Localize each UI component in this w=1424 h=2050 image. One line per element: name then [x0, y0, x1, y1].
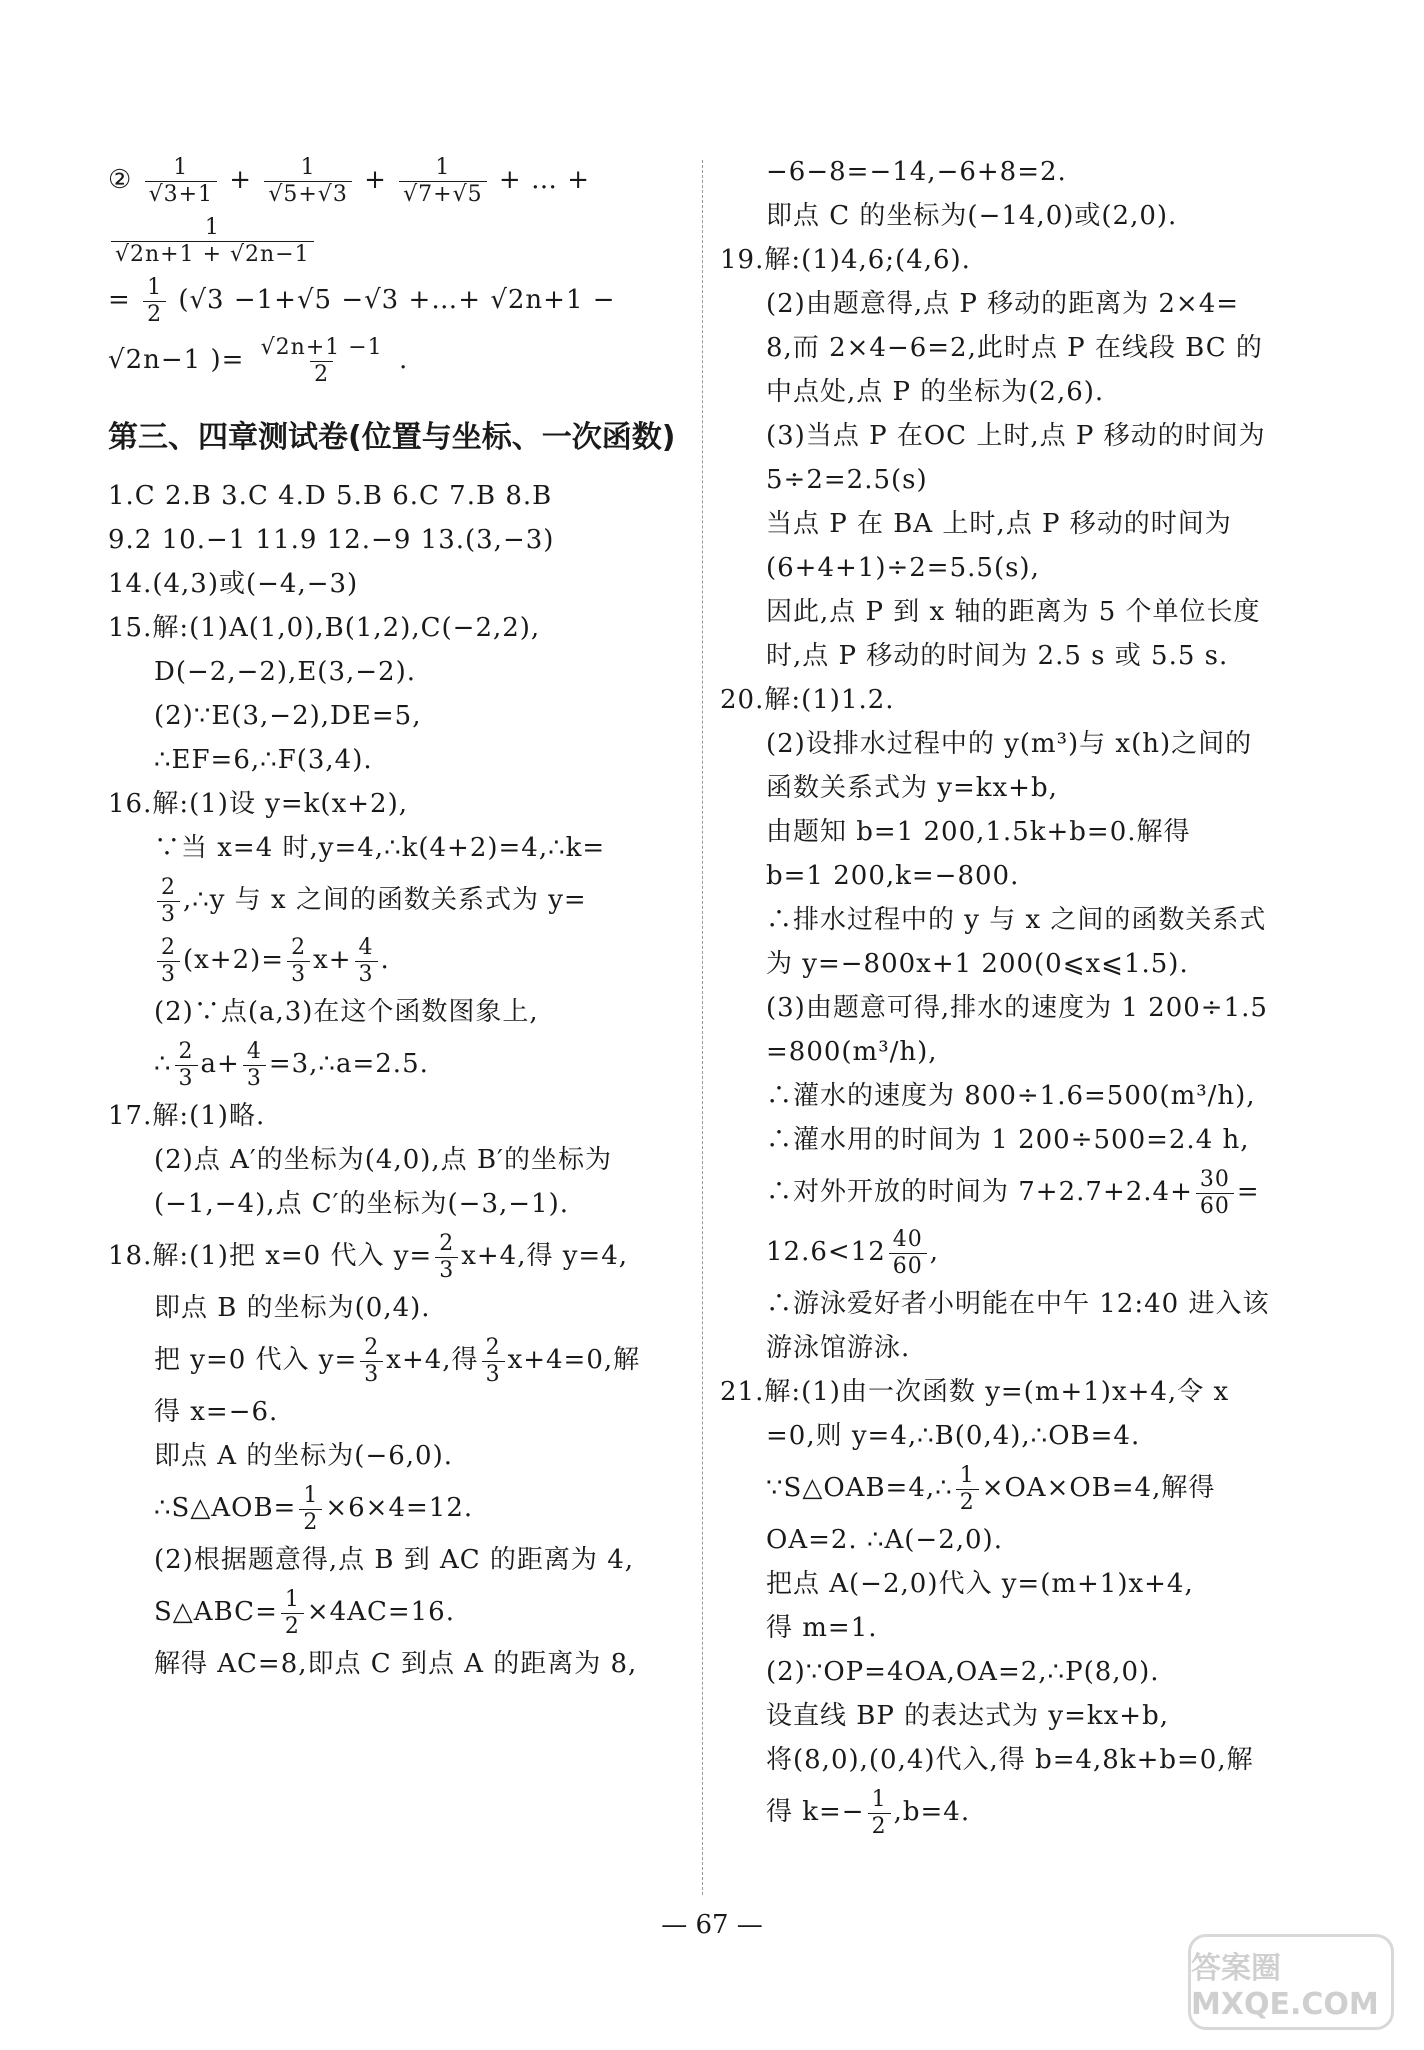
fraction: $\frac{1}{√3+1}$ — [145, 155, 217, 208]
q16-line: (2)∵点(a,3)在这个函数图象上, — [154, 997, 539, 1027]
fraction: $\frac{4}{3}$ — [243, 1039, 266, 1092]
q20-line: ∴排水过程中的 y 与 x 之间的函数关系式 — [766, 905, 1267, 935]
page-number: — 67 — — [661, 1910, 763, 1940]
q17-line: (−1,−4),点 C′的坐标为(−3,−1). — [154, 1189, 570, 1219]
q19-line: 当点 P 在 BA 上时,点 P 移动的时间为 — [766, 509, 1232, 539]
q21-line: 把点 A(−2,0)代入 y=(m+1)x+4, — [766, 1569, 1194, 1599]
q20-line: 游泳馆游泳. — [766, 1333, 911, 1363]
q18-line: 解得 AC=8,即点 C 到点 A 的距离为 8, — [154, 1649, 638, 1679]
q21-line: 设直线 BP 的表达式为 y=kx+b, — [766, 1701, 1169, 1731]
left-column — [108, 150, 683, 1686]
q20-line: ∴灌水用的时间为 1 200÷500=2.4 h, — [766, 1125, 1250, 1155]
fraction: $\frac{1}{2}$ — [868, 1787, 891, 1840]
q21-line: (2)∵OP=4OA,OA=2,∴P(8,0). — [766, 1657, 1160, 1687]
q15-line: ∴EF=6,∴F(3,4). — [154, 745, 373, 775]
q15-line: 15.解:(1)A(1,0),B(1,2),C(−2,2), — [108, 613, 541, 643]
fraction: $\frac{30}{60}$ — [1196, 1167, 1234, 1220]
fraction: $\frac{2}{3}$ — [287, 935, 310, 988]
q18-line: 把 y=0 代入 y= $\frac{2}{3}$ x+4,得 $\frac{2}{3}$ x+4=0,解 — [154, 1334, 641, 1387]
fraction: $\frac{1}{√7+√5}$ — [399, 155, 486, 208]
q21-line: ∵S△OAB=4,∴ $\frac{1}{2}$ ×OA×OB=4,解得 — [766, 1462, 1216, 1515]
q20-line: 函数关系式为 y=kx+b, — [766, 773, 1058, 803]
q19-line: (2)由题意得,点 P 移动的距离为 2×4= — [766, 289, 1240, 319]
q18-line: 18.解:(1)把 x=0 代入 y= $\frac{2}{3}$ x+4,得 y=4, — [108, 1230, 629, 1283]
q16-line: $\frac{2}{3}$ (x+2)= $\frac{2}{3}$ x+ $\frac{4}{3}$ . — [108, 930, 683, 990]
watermark-logo: 答案圈 MXQE.COM — [1188, 1934, 1394, 2030]
fraction: $\frac{4}{3}$ — [355, 935, 378, 988]
q16-line: ∴ $\frac{2}{3}$ a+ $\frac{4}{3}$ =3,∴a=2.5. — [154, 1038, 429, 1091]
q21-line: 将(8,0),(0,4)代入,得 b=4,8k+b=0,解 — [766, 1745, 1254, 1775]
fraction: $\frac{2}{3}$ — [157, 875, 180, 928]
q21-line: 得 k=− $\frac{1}{2}$ ,b=4. — [766, 1786, 971, 1839]
fraction: $\frac{1}{2}$ — [143, 275, 166, 328]
q18-line: 即点 B 的坐标为(0,4). — [154, 1293, 431, 1323]
q18-line: S△ABC= $\frac{1}{2}$ ×4AC=16. — [154, 1586, 455, 1639]
q20-line: 12.6<12 $\frac{40}{60}$ , — [766, 1226, 940, 1279]
q19-line: 中点处,点 P 的坐标为(2,6). — [766, 377, 1105, 407]
q21-line: 21.解:(1)由一次函数 y=(m+1)x+4,令 x — [720, 1377, 1230, 1407]
fraction: $\frac{1}{2}$ — [299, 1483, 322, 1536]
q20-line: ∴灌水的速度为 800÷1.6=500(m³/h), — [766, 1081, 1256, 1111]
q17-line: 17.解:(1)略. — [108, 1101, 266, 1131]
q20-line: =800(m³/h), — [766, 1037, 938, 1067]
fraction: $\frac{2}{3}$ — [482, 1335, 505, 1388]
q16-line: ∵当 x=4 时,y=4,∴k(4+2)=4,∴k= — [154, 833, 606, 863]
q20-line: ∴对外开放的时间为 7+2.7+2.4+ $\frac{30}{60}$ = — [766, 1166, 1260, 1219]
q19-line: 19.解:(1)4,6;(4,6). — [720, 245, 971, 275]
q18-continued-line: 即点 C 的坐标为(−14,0)或(2,0). — [766, 201, 1178, 231]
section-heading: 第三、四章测试卷(位置与坐标、一次函数) — [108, 420, 676, 455]
column-divider — [702, 160, 703, 1895]
q21-line: 得 m=1. — [766, 1613, 878, 1643]
sum-expression-line-4: √2n−1 )= $\frac{√2n+1 -1}{2}$ . — [108, 334, 409, 387]
fraction: $\frac{√2n+1 -1}{2}$ — [260, 334, 383, 387]
fraction: $\frac{1}{√2n+1 + √2n-1}$ — [111, 215, 314, 268]
q19-line: 5÷2=2.5(s) — [766, 465, 928, 495]
q19-line: (6+4+1)÷2=5.5(s), — [766, 553, 1040, 583]
sum-expression-line-3: = $\frac{1}{2}$ (√3 −1+√5 −√3 +…+ √2n+1 − — [108, 274, 616, 327]
right-column — [720, 150, 1308, 1842]
q20-line: 20.解:(1)1.2. — [720, 685, 895, 715]
fraction: $\frac{1}{2}$ — [281, 1587, 304, 1640]
q20-line: ∴游泳爱好者小明能在中午 12:40 进入该 — [766, 1289, 1270, 1319]
fraction: $\frac{40}{60}$ — [889, 1227, 927, 1280]
q19-line: (3)当点 P 在OC 上时,点 P 移动的时间为 — [766, 421, 1266, 451]
q18-line: (2)根据题意得,点 B 到 AC 的距离为 4, — [154, 1545, 635, 1575]
sum-expression-line-2 — [108, 210, 683, 270]
fraction: $\frac{2}{3}$ — [435, 1231, 458, 1284]
sum-expression-line-1: ② $\frac{1}{√3+1}$ + $\frac{1}{√5+√3}$ + $\frac{1}{√7+√5}$ + … + — [108, 154, 590, 207]
q21-line: OA=2. ∴A(−2,0). — [766, 1525, 1003, 1555]
q20-line: (2)设排水过程中的 y(m³)与 x(h)之间的 — [766, 729, 1253, 759]
q20-line: 为 y=−800x+1 200(0⩽x⩽1.5). — [766, 949, 1189, 979]
q15-line: D(−2,−2),E(3,−2). — [154, 657, 416, 687]
fraction: $\frac{1}{2}$ — [956, 1463, 979, 1516]
q20-line: b=1 200,k=−800. — [766, 861, 1020, 891]
answers-row-3: 14.(4,3)或(−4,−3) — [108, 569, 359, 599]
fraction: $\frac{2}{3}$ — [175, 1039, 198, 1092]
q21-line: =0,则 y=4,∴B(0,4),∴OB=4. — [766, 1421, 1141, 1451]
q19-line: 8,而 2×4−6=2,此时点 P 在线段 BC 的 — [766, 333, 1263, 363]
fraction: $\frac{2}{3}$ — [157, 935, 180, 988]
q16-line: $\frac{2}{3}$ ,∴y 与 x 之间的函数关系式为 y= — [108, 870, 683, 930]
q17-line: (2)点 A′的坐标为(4,0),点 B′的坐标为 — [154, 1145, 612, 1175]
q18-continued-line: −6−8=−14,−6+8=2. — [766, 157, 1067, 187]
q20-line: 由题知 b=1 200,1.5k+b=0.解得 — [766, 817, 1191, 847]
q19-line: 时,点 P 移动的时间为 2.5 s 或 5.5 s. — [766, 641, 1229, 671]
q18-line: ∴S△AOB= $\frac{1}{2}$ ×6×4=12. — [154, 1482, 474, 1535]
q19-line: 因此,点 P 到 x 轴的距离为 5 个单位长度 — [766, 597, 1261, 627]
q18-line: 得 x=−6. — [154, 1397, 279, 1427]
q20-line: (3)由题意可得,排水的速度为 1 200÷1.5 — [766, 993, 1268, 1023]
q15-line: (2)∵E(3,−2),DE=5, — [154, 701, 422, 731]
q16-line: 16.解:(1)设 y=k(x+2), — [108, 789, 408, 819]
answers-row-2: 9.2 10.−1 11.9 12.−9 13.(3,−3) — [108, 525, 555, 555]
fraction: $\frac{1}{√5+√3}$ — [264, 155, 351, 208]
q18-line: 即点 A 的坐标为(−6,0). — [154, 1441, 453, 1471]
fraction: $\frac{2}{3}$ — [360, 1335, 383, 1388]
answers-row-1: 1.C 2.B 3.C 4.D 5.B 6.C 7.B 8.B — [108, 481, 553, 511]
